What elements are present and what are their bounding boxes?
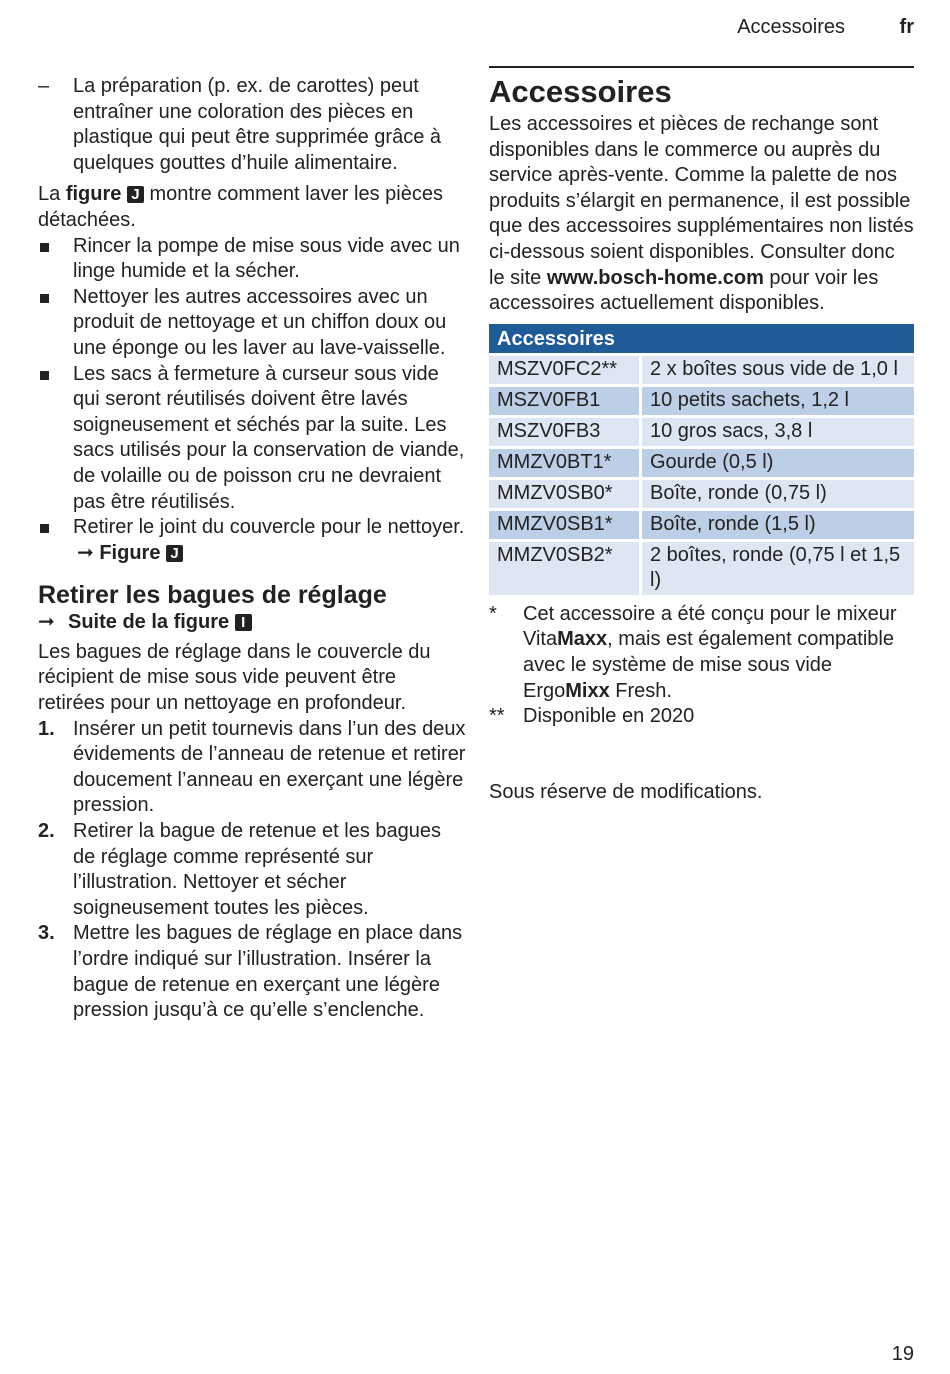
left-column: [38, 74, 468, 1024]
accessory-description: 10 petits sachets, 1,2 l: [642, 387, 914, 415]
footnote-text: Disponible en 2020: [523, 705, 695, 728]
step-text: Mettre les bagues de réglage en place dans l’ordre indiqué sur l’illustration. Insérer la bague de retenue en exerçant une légère pression jusqu’à ce qu’elle s’enclenche.: [73, 922, 463, 1022]
arrow-right-icon: ➞: [77, 541, 94, 564]
list-item: [38, 74, 468, 176]
footnote-marker: *: [489, 602, 497, 625]
step-number: 2.: [38, 820, 55, 843]
section-divider: [489, 66, 914, 68]
list-item: [489, 704, 914, 730]
figure-j-badge: J: [127, 186, 144, 203]
header-section-title: Accessoires: [737, 16, 845, 38]
section-heading-remove-rings: Retirer les bagues de réglage: [38, 581, 387, 610]
dash-marker: –: [38, 75, 50, 97]
table-row: [489, 387, 914, 415]
figure-j-badge: J: [166, 545, 183, 562]
square-bullet-icon: [38, 285, 68, 311]
website-link[interactable]: www.bosch-home.com: [546, 266, 764, 289]
figure-i-badge: I: [235, 614, 252, 631]
intro-text: Les accessoires et pièces de rechange sont disponibles dans le commerce ou auprès du service après-vente. Comme la palette de nos produits s’élargit en permanence, il est possible que des accessoires supplémentaires non listés ci-dessous soient disponibles. Consulter donc le site: [489, 113, 914, 289]
accessory-description: 2 x boîtes sous vide de 1,0 l: [642, 356, 914, 384]
list-item: [38, 819, 468, 921]
section-heading-accessories: Accessoires: [489, 74, 672, 109]
accessory-description: Boîte, ronde (0,75 l): [642, 480, 914, 508]
accessories-table: [489, 321, 914, 598]
list-item: [38, 362, 468, 516]
brand-bold-text: Maxx: [557, 628, 608, 651]
list-item: [38, 921, 468, 1023]
footnote-list: [489, 602, 914, 730]
section-intro-paragraph: Les bagues de réglage dans le couvercle du récipient de mise sous vide peuvent être retirées pour un nettoyage en profondeur.: [38, 640, 431, 715]
accessory-code: MSZV0FB3: [489, 418, 642, 446]
accessory-description: 10 gros sacs, 3,8 l: [642, 418, 914, 446]
accessory-code: MMZV0BT1*: [489, 449, 642, 477]
footnote-text: , mais est également compatible avec le système de mise sous vide Ergo: [523, 628, 894, 702]
list-item: [38, 515, 468, 566]
intro-dash-list: [38, 74, 468, 176]
table-row: [489, 480, 914, 508]
intro-text-end: pour voir les accessoires actuellement disponibles.: [489, 266, 879, 315]
table-row: [489, 449, 914, 477]
step-number: 3.: [38, 922, 55, 945]
step-text: Insérer un petit tournevis dans l’un des deux évidements de l’anneau de retenue et retirer doucement l’anneau en exerçant une légère pression.: [73, 717, 466, 817]
footnote-marker: **: [489, 705, 505, 728]
accessory-code: MMZV0SB1*: [489, 511, 642, 539]
numbered-steps-list: [38, 717, 468, 1024]
table-row: [489, 511, 914, 539]
footnote-text: Fresh.: [609, 679, 672, 702]
accessory-description: Gourde (0,5 l): [642, 449, 914, 477]
table-header: Accessoires: [489, 324, 914, 353]
list-item-text: Nettoyer les autres accessoires avec un produit de nettoyage et un chiffon doux ou une éponge ou les laver au lave-vaisselle.: [73, 285, 447, 359]
page-number: 19: [891, 1343, 914, 1365]
list-item: [489, 602, 914, 704]
figure-para-pre: La: [38, 183, 66, 206]
figure-paragraph: [38, 182, 468, 233]
step-text: Retirer la bague de retenue et les bagues de réglage comme représenté sur l’illustration. Nettoyer et sécher soigneusement toutes les pièces.: [73, 820, 442, 919]
list-item: [38, 717, 468, 819]
page-header: [0, 14, 950, 44]
right-column: [489, 66, 914, 809]
square-bullet-icon: [38, 515, 68, 541]
figure-para-bold: figure: [65, 183, 122, 206]
list-item-text: La préparation (p. ex. de carottes) peut entraîner une coloration des pièces en plastique qui peut être supprimée grâce à quelques gouttes d’huile alimentaire.: [73, 75, 442, 174]
list-item-text: Rincer la pompe de mise sous vide avec un linge humide et la sécher.: [73, 234, 460, 283]
figure-continuation-subhead: [38, 610, 468, 636]
table-row: [489, 418, 914, 446]
footnote-text: Cet accessoire a été conçu pour le mixeur Vita: [523, 602, 897, 651]
brand-bold-text: Mixx: [565, 679, 610, 702]
accessory-code: MMZV0SB0*: [489, 480, 642, 508]
table-footnotes: [489, 602, 914, 730]
list-item: [38, 234, 468, 285]
accessory-code: MSZV0FC2**: [489, 356, 642, 384]
arrow-right-icon: ➞: [38, 611, 55, 634]
list-item-text: Les sacs à fermeture à curseur sous vide qui seront réutilisés doivent être lavés soigneusement et séchés par la suite. Les sacs utilisés pour la conservation de viande, de volaille ou de poisson cru ne devraient pas être réutilisés.: [73, 362, 465, 513]
accessories-intro-paragraph: [489, 112, 914, 317]
table-row: [489, 356, 914, 384]
table-row: [489, 542, 914, 595]
figure-reference-label: Figure: [99, 541, 161, 564]
list-item: [38, 285, 468, 362]
header-language-code: fr: [899, 16, 914, 38]
step-number: 1.: [38, 717, 55, 740]
cleaning-bullet-list: [38, 234, 468, 567]
figure-para-post: montre comment laver les pièces détachées.: [38, 183, 443, 231]
reservation-note: Sous réserve de modifications.: [489, 780, 763, 803]
list-item-text: Retirer le joint du couvercle pour le nettoyer.: [73, 516, 465, 539]
accessory-code: MSZV0FB1: [489, 387, 642, 415]
subhead-text: Suite de la figure: [68, 611, 230, 634]
square-bullet-icon: [38, 234, 68, 260]
square-bullet-icon: [38, 362, 68, 388]
accessory-description: 2 boîtes, ronde (0,75 l et 1,5 l): [642, 542, 914, 595]
accessory-code: MMZV0SB2*: [489, 542, 642, 595]
accessory-description: Boîte, ronde (1,5 l): [642, 511, 914, 539]
